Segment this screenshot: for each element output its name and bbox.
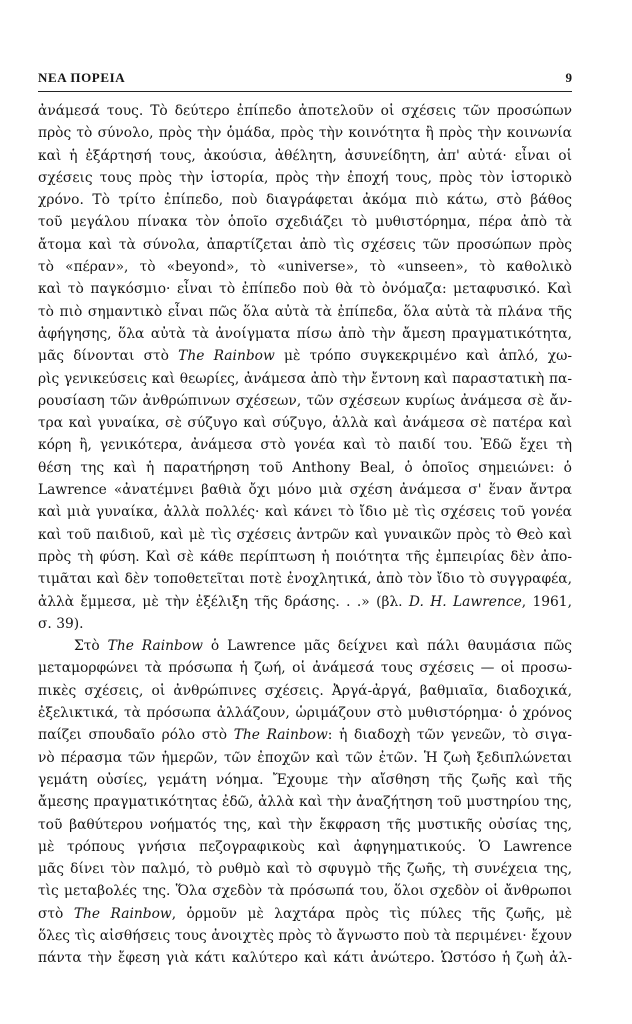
running-title: ΝΕΑ ΠΟΡΕΙΑ bbox=[38, 70, 126, 85]
text-line: χρόνο. Τὸ τρίτο ἐπίπεδο, ποὺ διαγράφεται ἀκόμα πιὸ κάτω, στὸ βάθος bbox=[38, 192, 572, 209]
text-line: ἀφήγησης, ὅλα αὐτὰ τὰ ἀνοίγματα πίσω ἀπὸ τὴν ἄμεση πραγματικότητα, bbox=[38, 325, 572, 342]
text-line: γεμάτη οὐσίες, γεμάτη νόημα. Ἔχουμε τὴν αἴσθηση τῆς ζωῆς καὶ τῆς bbox=[38, 771, 572, 788]
text-line: τοῦ βαθύτερου νοήματός της, καὶ τὴν ἔκφραση τῆς μυστικῆς οὐσίας της, bbox=[38, 816, 572, 833]
text-line: καὶ τὸ παγκόσμιο· εἶναι τὸ ἐπίπεδο ποὺ θὰ τὸ ὀνόμαζα: μεταφυσικό. Καὶ bbox=[38, 281, 572, 298]
text-line: ἐξελικτικά, τὰ πρόσωπα ἀλλάζουν, ὡριμάζουν στὸ μυθιστόρημα· ὁ χρόνος bbox=[38, 705, 572, 722]
running-header bbox=[38, 64, 572, 90]
text-line: παίζει σπουδαῖο ρόλο στὸ The Rainbow: ἡ διαδοχὴ τῶν γενεῶν, τὸ σιγα- bbox=[38, 727, 572, 744]
text-line: θέση της καὶ ἡ παρατήρηση τοῦ Anthony Beal, ὁ ὁποῖος σημειώνει: ὁ bbox=[38, 459, 572, 476]
text-line: τὸ «πέραν», τὸ «beyond», τὸ «universe», τὸ «unseen», τὸ καθολικὸ bbox=[38, 259, 572, 276]
text-line: τὶς μεταβολές της. Ὅλα σχεδὸν τὰ πρόσωπά του, ὅλοι σχεδὸν οἱ ἄνθρωποι bbox=[38, 883, 572, 900]
text-line: κόρη ἢ, γενικότερα, ἀνάμεσα στὸ γονέα καὶ τὸ παιδί του. Ἐδῶ ἔχει τὴ bbox=[38, 437, 572, 454]
text-line: σχέσεις τους πρὸς τὴν ἱστορία, πρὸς τὴν ἐποχή τους, πρὸς τὸν ἱστορικὸ bbox=[38, 169, 572, 186]
text-line: ἀνάμεσά τους. Τὸ δεύτερο ἐπίπεδο ἀποτελοῦν οἱ σχέσεις τῶν προσώπων bbox=[38, 103, 572, 119]
text-line: στὸ The Rainbow, ὁρμοῦν μὲ λαχτάρα πρὸς τὶς πύλες τῆς ζωῆς, μὲ bbox=[38, 905, 572, 922]
text-line: ἀλλὰ ἔμμεσα, μὲ τὴν ἐξέλιξη τῆς δράσης. . .» (βλ. D. H. Lawrence, 1961, bbox=[38, 593, 572, 610]
text-line: τιμᾶται καὶ δὲν τοποθετεῖται ποτὲ ἐνοχλητικά, ἀπὸ τὸν ἴδιο τὸ συγγραφέα, bbox=[38, 571, 572, 588]
text-line: μεταμορφώνει τὰ πρόσωπα ἡ ζωή, οἱ ἀνάμεσά τους σχέσεις — οἱ προσω- bbox=[38, 660, 572, 677]
text-line: ὅλες τὶς αἰσθήσεις τους ἀνοιχτὲς πρὸς τὸ ἄγνωστο ποὺ τὰ περιμένει· ἔχουν bbox=[38, 927, 572, 944]
text-line: νὸ πέρασμα τῶν ἡμερῶν, τῶν ἐποχῶν καὶ τῶν ἐτῶν. Ἡ ζωὴ ξεδιπλώνεται bbox=[38, 749, 572, 766]
text-line: τρα καὶ γυναίκα, σὲ σύζυγο καὶ σύζυγο, ἀλλὰ καὶ ἀνάμεσα σὲ πατέρα καὶ bbox=[38, 415, 572, 432]
page-number: 9 bbox=[565, 70, 572, 85]
text-line: τοῦ μεγάλου πίνακα τὸν ὁποῖο σχεδιάζει τὸ μυθιστόρημα, πέρα ἀπὸ τὰ bbox=[38, 214, 572, 231]
text-line: ρὶς γενικεύσεις καὶ θεωρίες, ἀνάμεσα ἀπὸ τὴν ἔντονη καὶ παραστατικὴ πα- bbox=[38, 370, 572, 387]
body-text bbox=[38, 100, 572, 970]
text-line: μᾶς δίνονται στὸ The Rainbow μὲ τρόπο συγκεκριμένο καὶ ἁπλό, χω- bbox=[38, 348, 572, 365]
text-line: καὶ τοῦ παιδιοῦ, καὶ μὲ τὶς σχέσεις ἀντρῶν καὶ γυναικῶν πρὸς τὸ Θεὸ καὶ bbox=[38, 526, 572, 543]
header-rule bbox=[38, 91, 572, 92]
text-line: τὸ πιὸ σημαντικὸ εἶναι πῶς ὅλα αὐτὰ τὰ ἐπίπεδα, ὅλα αὐτὰ τὰ πλάνα τῆς bbox=[38, 303, 572, 320]
text-line: ρουσίαση τῶν ἀνθρώπινων σχέσεων, τῶν σχέσεων κυρίως ἀνάμεσα σὲ ἄν- bbox=[38, 392, 572, 409]
text-line: σ. 39). bbox=[38, 615, 84, 632]
text-line: μᾶς δίνει τὸν παλμό, τὸ ρυθμὸ καὶ τὸ σφυγμὸ τῆς ζωῆς, τὴ συνέχεια της, bbox=[38, 861, 572, 878]
text-line: καὶ ἡ ἐξάρτησή τους, ἀκούσια, ἀθέλητη, ἀσυνείδητη, ἀπ' αὐτά· εἶναι οἱ bbox=[38, 147, 572, 164]
text-line: πρὸς τὸ σύνολο, πρὸς τὴν ὁμάδα, πρὸς τὴν κοινότητα ἢ πρὸς τὴν κοινωνία bbox=[38, 125, 572, 142]
text-line: καὶ μιὰ γυναίκα, ἀλλὰ πολλές· καὶ κάνει τὸ ἴδιο μὲ τὶς σχέσεις τοῦ γονέα bbox=[38, 504, 572, 521]
text-line: πρὸς τὴ φύση. Καὶ σὲ κάθε περίπτωση ἡ ποιότητα τῆς ἐμπειρίας δὲν ἀπο- bbox=[38, 548, 572, 565]
text-line: πικὲς σχέσεις, οἱ ἀνθρώπινες σχέσεις. Ἀργά-ἀργά, βαθμιαῖα, διαδοχικά, bbox=[38, 682, 572, 699]
text-line: Στὸ The Rainbow ὁ Lawrence μᾶς δείχνει καὶ πάλι θαυμάσια πῶς bbox=[74, 638, 572, 655]
text-line: μὲ τρόπους γνήσια πεζογραφικοὺς καὶ ἀφηγηματικούς. Ὁ Lawrence bbox=[38, 838, 572, 855]
text-line: ἄτομα καὶ τὰ σύνολα, ἀπαρτίζεται ἀπὸ τὶς σχέσεις τῶν προσώπων πρὸς bbox=[38, 236, 572, 253]
text-line: ἄμεσης πραγματικότητας ἐδῶ, ἀλλὰ καὶ τὴν ἀναζήτηση τοῦ μυστηρίου της, bbox=[38, 794, 572, 811]
text-line: πάντα τὴν ἔφεση γιὰ κάτι καλύτερο καὶ κάτι ἀνώτερο. Ὡστόσο ἡ ζωὴ ἀλ- bbox=[38, 950, 572, 967]
text-line: Lawrence «ἀνατέμνει βαθιὰ ὄχι μόνο μιὰ σχέση ἀνάμεσα σ' ἕναν ἄντρα bbox=[38, 482, 572, 499]
